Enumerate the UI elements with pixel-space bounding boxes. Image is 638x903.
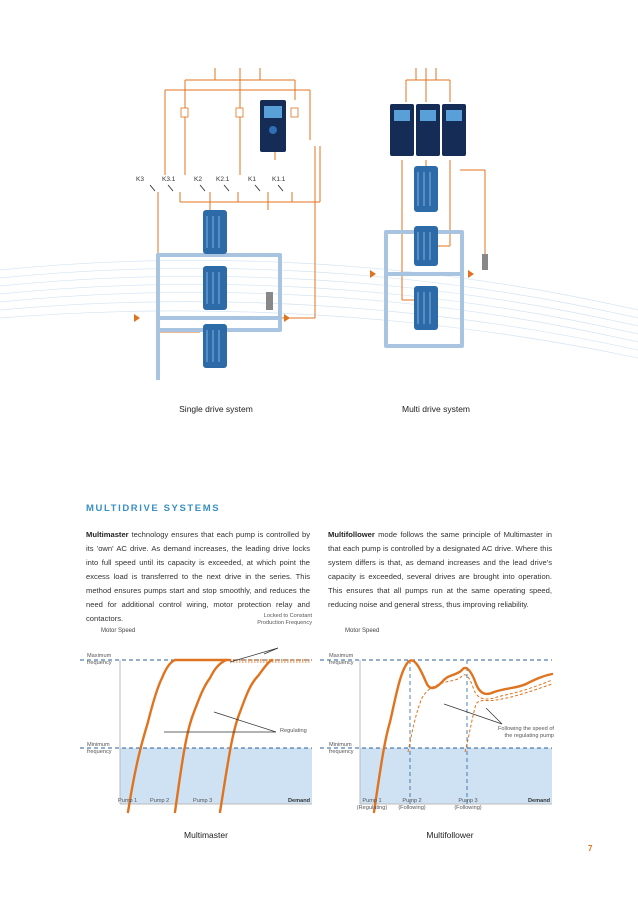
- multifollower-term: Multifollower: [328, 530, 375, 539]
- multifollower-chart: [320, 612, 560, 822]
- multimaster-text: technology ensures that each pump is controlled by its 'own' AC drive. As demand increases, the leading drive locks into full speed until its capacity is exceeded, at which point the excess load is transferred to the next drive in the series. This method ensures pumps start and stop smoothly, and reduces the need for additional control wiring, motor protection relay and contactors.: [86, 530, 310, 623]
- left-x-pump3: Pump 3: [193, 798, 213, 804]
- single-drive-diagram: [120, 60, 330, 385]
- right-min-label: Minimum frequency: [329, 742, 354, 755]
- contactor-k3-1: K3.1: [162, 176, 176, 183]
- contactor-k2: K2: [194, 176, 202, 183]
- right-x-pump2: Pump 2 (Following): [398, 798, 426, 811]
- min-frequency-band: [120, 748, 312, 804]
- section-title: MULTIDRIVE SYSTEMS: [86, 503, 221, 514]
- right-x-pump3: Pump 3 (Following): [454, 798, 482, 811]
- left-max-label: Maximum frequency: [87, 653, 112, 666]
- contactor-k2-1: K2.1: [216, 176, 230, 183]
- contactor-k1: K1: [248, 176, 256, 183]
- left-min-label: Minimum frequency: [87, 742, 112, 755]
- locked-annotation: Locked to Constant Production Frequency: [257, 613, 312, 626]
- following-annotation: Following the speed of the regulating pump: [498, 726, 554, 739]
- multimaster-chart: [80, 612, 320, 822]
- left-x-pump1: Pump 1: [118, 798, 138, 804]
- multi-drive-diagram: [360, 60, 510, 360]
- right-x-demand: Demand: [528, 798, 551, 804]
- ac-drive-icon: [390, 104, 466, 156]
- contactor-k1-1: K1.1: [272, 176, 286, 183]
- multimaster-term: Multimaster: [86, 530, 129, 539]
- page-number: 7: [588, 844, 593, 853]
- pump-motor-icon: [203, 210, 227, 368]
- right-x-pump1: Pump 1 (Regulating): [356, 798, 388, 811]
- multifollower-paragraph: [328, 528, 552, 612]
- multi-drive-caption: Multi drive system: [401, 404, 470, 414]
- min-frequency-band: [360, 748, 552, 804]
- left-y-title: Motor Speed: [101, 628, 136, 634]
- multifollower-text: mode follows the same principle of Multimaster in that each pump is controlled by a designated AC drive. Where this system differs is that, as demand increases and the lead drive's capacity is exceeded, several drives are brought into operation. This ensures that all pumps run at the same operating speed, reducing noise and general stress, thus improving reliability.: [328, 530, 552, 609]
- single-drive-caption: Single drive system: [179, 404, 253, 414]
- right-y-title: Motor Speed: [345, 628, 380, 634]
- left-x-demand: Demand: [288, 798, 311, 804]
- pump-motor-icon: [414, 166, 438, 330]
- regulating-annotation: Regulating: [280, 728, 307, 734]
- right-max-label: Maximum frequency: [329, 653, 354, 666]
- contactor-k3: K3: [136, 176, 144, 183]
- multifollower-caption: Multifollower: [426, 830, 474, 840]
- left-x-pump2: Pump 2: [150, 798, 170, 804]
- multimaster-caption: Multimaster: [184, 830, 228, 840]
